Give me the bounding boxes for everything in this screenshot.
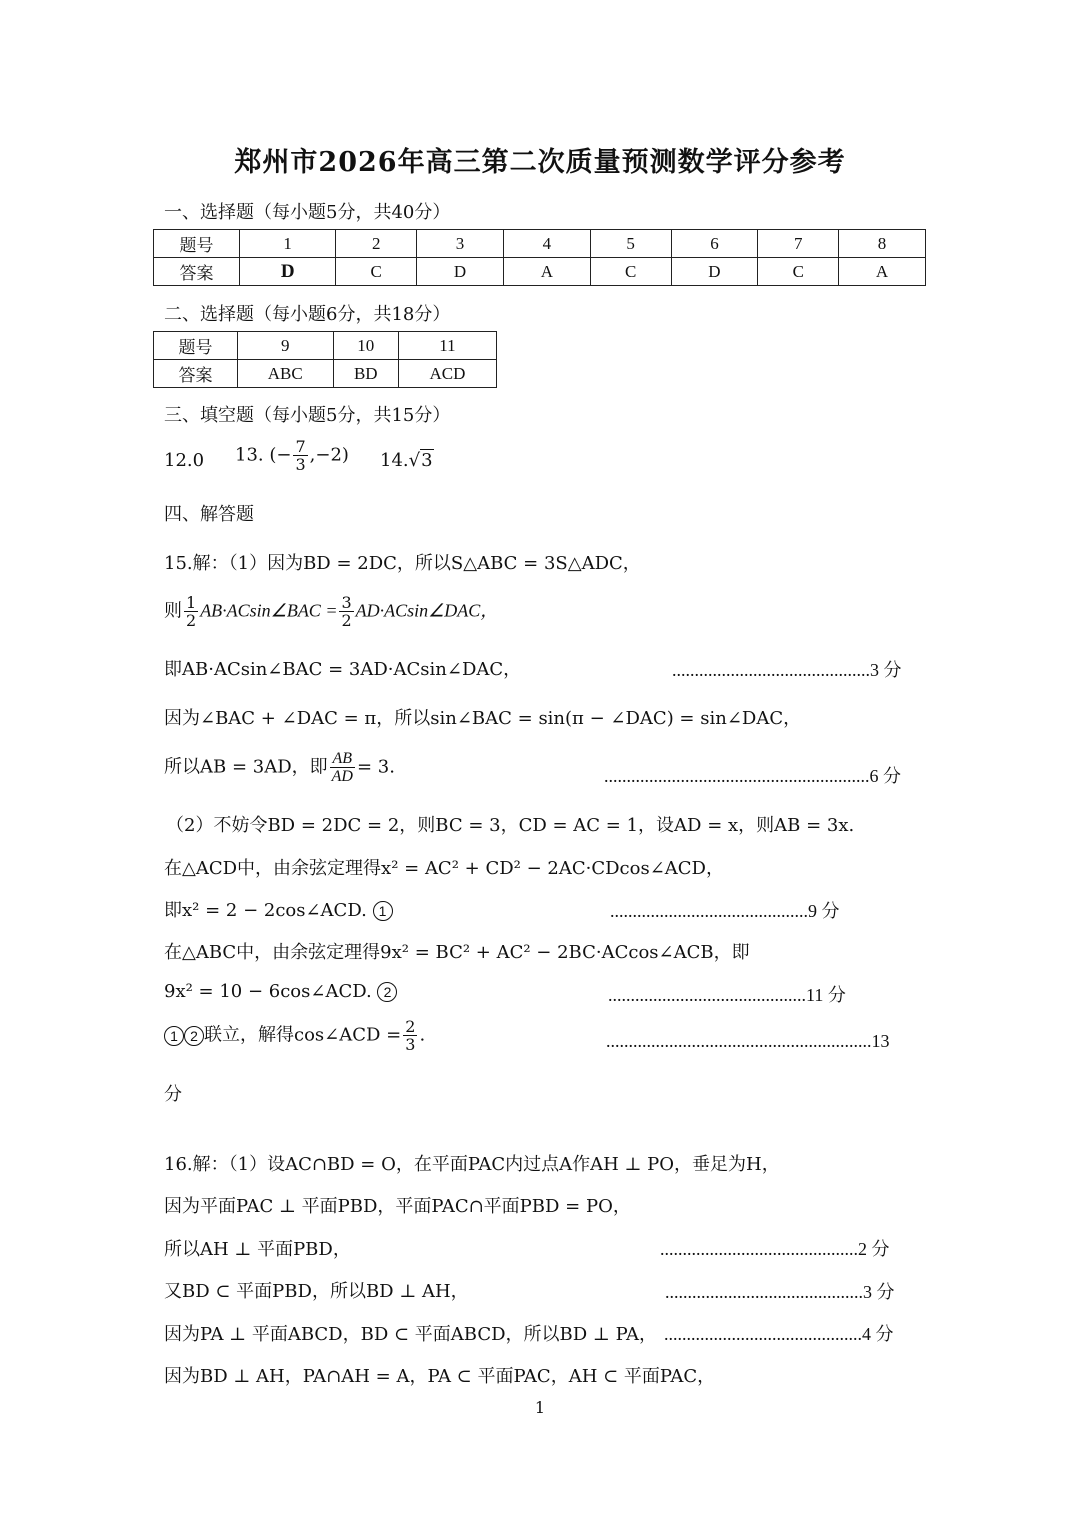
q15-line-6: （2）不妨令BD = 2DC = 2，则BC = 3，CD = AC = 1，设AD = x，则AB = 3x. xyxy=(166,815,855,836)
table-cell: D xyxy=(417,258,504,286)
q15-line-1: 15.解：（1）因为BD = 2DC，所以S△ABC = 3S△ADC， xyxy=(164,553,641,574)
table-cell: 8 xyxy=(839,230,926,258)
q15-line-10 xyxy=(164,981,397,1002)
row-header-cell: 题号 xyxy=(154,332,238,360)
answer-14 xyxy=(380,450,434,471)
score-2: ............................................2 分 xyxy=(660,1239,890,1259)
table-cell: 4 xyxy=(503,230,590,258)
score-9: ............................................9 分 xyxy=(610,901,840,921)
circled-number-2: 2 xyxy=(377,982,397,1002)
table-row xyxy=(154,230,926,258)
answer-14-label: 14. xyxy=(380,450,409,471)
text-span: 则 xyxy=(164,600,182,622)
q16-line-1: 16.解：（1）设AC∩BD = O，在平面PAC内过点A作AH ⊥ PO，垂足为H， xyxy=(164,1154,780,1175)
table-cell: A xyxy=(839,258,926,286)
fraction xyxy=(184,594,198,629)
fraction xyxy=(339,594,353,629)
answer-13-close: ,−2) xyxy=(309,444,349,466)
table-cell: 7 xyxy=(758,230,839,258)
answer-13 xyxy=(235,438,349,473)
numerator: 1 xyxy=(186,593,197,612)
q15-line-3: 即AB·ACsin∠BAC = 3AD·ACsin∠DAC， xyxy=(164,659,522,680)
denominator: 3 xyxy=(405,1035,416,1054)
table-cell: 11 xyxy=(398,332,496,360)
score-11: ............................................11 分 xyxy=(608,985,846,1005)
table-cell: 10 xyxy=(333,332,398,360)
section1-answer-table xyxy=(153,229,926,286)
fraction xyxy=(293,438,307,473)
section2-answer-table xyxy=(153,331,497,388)
score-4: ............................................4 分 xyxy=(664,1324,894,1344)
denominator: 2 xyxy=(186,611,197,630)
text-span: 即x² = 2 − 2cos∠ACD. xyxy=(164,900,367,921)
table-cell: 9 xyxy=(238,332,334,360)
q16-line-4: 又BD ⊂ 平面PBD，所以BD ⊥ AH， xyxy=(164,1281,469,1302)
section1-heading: 一、选择题（每小题5分，共40分） xyxy=(164,202,451,223)
numerator: 3 xyxy=(341,593,352,612)
section4-heading: 四、解答题 xyxy=(164,504,254,525)
fraction xyxy=(330,750,355,785)
table-cell: BD xyxy=(333,360,398,388)
table-row xyxy=(154,258,926,286)
text-span: AB·ACsin∠BAC = xyxy=(200,600,338,621)
q16-line-3: 所以AH ⊥ 平面PBD， xyxy=(164,1239,351,1260)
answer-13-label: 13. xyxy=(235,444,264,466)
table-cell: ABC xyxy=(238,360,334,388)
table-cell: C xyxy=(758,258,839,286)
table-cell: 2 xyxy=(336,230,417,258)
text-span: 联立，解得cos∠ACD = xyxy=(204,1024,402,1046)
q15-line-5 xyxy=(164,750,395,785)
sqrt-symbol: √3 xyxy=(408,450,433,471)
denominator: 3 xyxy=(295,455,306,474)
q15-line-4: 因为∠BAC + ∠DAC = π，所以sin∠BAC = sin(π − ∠DAC) = sin∠DAC， xyxy=(164,708,802,729)
page-title: 郑州市2026年高三第二次质量预测数学评分参考 xyxy=(234,147,846,178)
row-header-cell: 题号 xyxy=(154,230,240,258)
numerator: AB xyxy=(330,750,355,768)
page-number: 1 xyxy=(534,1398,546,1417)
text-span: . xyxy=(419,1024,426,1046)
table-cell: D xyxy=(240,258,336,286)
table-row xyxy=(154,332,497,360)
fraction xyxy=(403,1018,417,1053)
q16-line-6: 因为BD ⊥ AH，PA∩AH = A，PA ⊂ 平面PAC，AH ⊂ 平面PAC， xyxy=(164,1366,716,1387)
q16-line-5: 因为PA ⊥ 平面ABCD，BD ⊂ 平面ABCD，所以BD ⊥ PA， xyxy=(164,1324,658,1345)
score-3: ............................................3 分 xyxy=(672,660,902,680)
table-cell: C xyxy=(336,258,417,286)
q15-line-11 xyxy=(164,1018,425,1053)
circled-number-1: 1 xyxy=(164,1026,184,1046)
score-13: ...........................................................13 xyxy=(606,1031,890,1051)
row-header-cell: 答案 xyxy=(154,360,238,388)
q15-line-7: 在△ACD中，由余弦定理得x² = AC² + CD² − 2AC·CDcos∠ACD， xyxy=(164,858,724,879)
section2-heading: 二、选择题（每小题6分，共18分） xyxy=(164,304,451,325)
q15-line-8 xyxy=(164,896,393,922)
circled-number-1: 1 xyxy=(373,901,393,921)
table-cell: D xyxy=(671,258,758,286)
text-span: 所以AB = 3AD，即 xyxy=(164,756,328,778)
table-cell: 5 xyxy=(590,230,671,258)
q15-line-2 xyxy=(164,594,498,629)
answer-12: 12.0 xyxy=(164,450,205,471)
text-span: AD·ACsin∠DAC， xyxy=(355,600,499,621)
score-3: ............................................3 分 xyxy=(665,1282,895,1302)
table-row xyxy=(154,360,497,388)
table-cell: ACD xyxy=(398,360,496,388)
radicand: 3 xyxy=(421,450,433,471)
denominator: AD xyxy=(331,768,353,785)
text-span: 9x² = 10 − 6cos∠ACD. xyxy=(164,981,372,1002)
section3-heading: 三、填空题（每小题5分，共15分） xyxy=(164,405,451,426)
score-13-unit: 分 xyxy=(164,1084,182,1105)
numerator: 7 xyxy=(295,437,306,456)
table-cell: 1 xyxy=(240,230,336,258)
score-6: ...........................................................6 分 xyxy=(604,766,901,786)
table-cell: 6 xyxy=(671,230,758,258)
q16-line-2: 因为平面PAC ⊥ 平面PBD，平面PAC∩平面PBD = PO， xyxy=(164,1196,631,1217)
q15-line-9: 在△ABC中，由余弦定理得9x² = BC² + AC² − 2BC·ACcos∠ACB，即 xyxy=(164,942,750,963)
table-cell: C xyxy=(590,258,671,286)
table-cell: 3 xyxy=(417,230,504,258)
circled-number-2: 2 xyxy=(184,1026,204,1046)
denominator: 2 xyxy=(341,611,352,630)
table-cell: A xyxy=(503,258,590,286)
numerator: 2 xyxy=(405,1017,416,1036)
text-span: = 3. xyxy=(356,756,395,778)
answer-13-open: (− xyxy=(269,444,292,466)
row-header-cell: 答案 xyxy=(154,258,240,286)
